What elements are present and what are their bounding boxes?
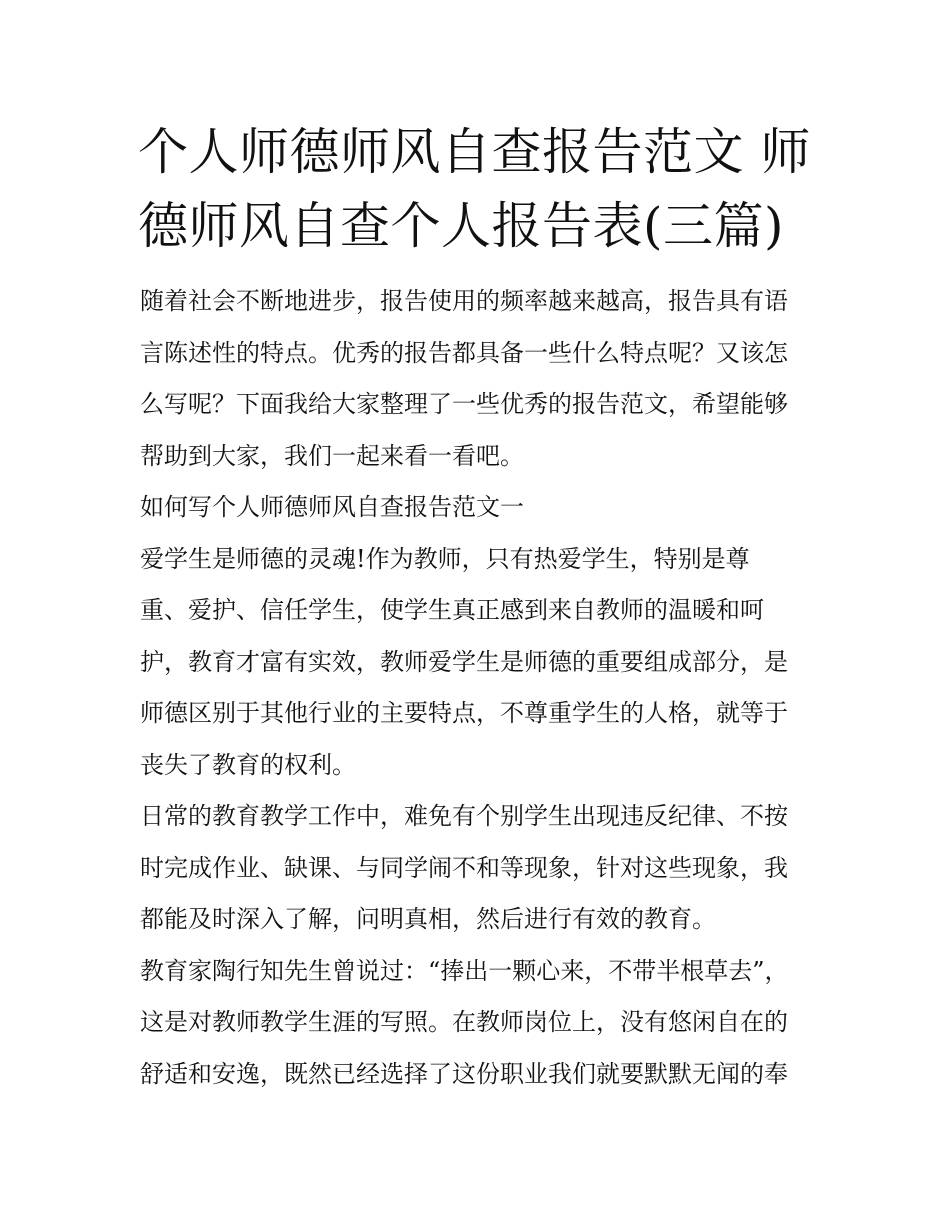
body-line: 日常的教育教学工作中，难免有个别学生出现违反纪律、不按 — [140, 802, 788, 830]
document-title — [138, 115, 818, 263]
body-line: 这是对教师教学生涯的写照。在教师岗位上，没有悠闲自在的 — [140, 1008, 788, 1036]
body-line: 随着社会不断地进步，报告使用的频率越来越高，报告具有语 — [140, 287, 788, 315]
body-line: 言陈述性的特点。优秀的报告都具备一些什么特点呢？又该怎 — [140, 338, 788, 367]
title-line: 德师风自查个人报告表(三篇) — [138, 197, 785, 255]
body-line: 重、爱护、信任学生，使学生真正感到来自教师的温暖和呵 — [140, 596, 764, 624]
body-line: 师德区别于其他行业的主要特点，不尊重学生的人格，就等于 — [140, 699, 788, 727]
title-line: 个人师德师风自查报告范文 师 — [138, 123, 811, 181]
section-heading: 如何写个人师德师风自查报告范文一 — [140, 493, 524, 521]
body-line: 爱学生是师德的灵魂!作为教师，只有热爱学生，特别是尊 — [140, 544, 750, 573]
body-line: 时完成作业、缺课、与同学闹不和等现象，针对这些现象，我 — [140, 853, 788, 882]
body-line: 教育家陶行知先生曾说过：“捧出一颗心来，不带半根草去”， — [140, 956, 789, 985]
body-line: 丧失了教育的权利。 — [140, 750, 356, 779]
body-line: 护，教育才富有实效，教师爱学生是师德的重要组成部分，是 — [140, 647, 788, 676]
body-line: 帮助到大家，我们一起来看一看吧。 — [140, 441, 524, 470]
body-line: 么写呢？下面我给大家整理了一些优秀的报告范文，希望能够 — [140, 390, 788, 418]
document-body — [140, 280, 830, 1104]
body-line: 舒适和安逸，既然已经选择了这份职业我们就要默默无闻的奉 — [140, 1059, 788, 1088]
body-line: 都能及时深入了解，问明真相，然后进行有效的教育。 — [140, 905, 716, 933]
